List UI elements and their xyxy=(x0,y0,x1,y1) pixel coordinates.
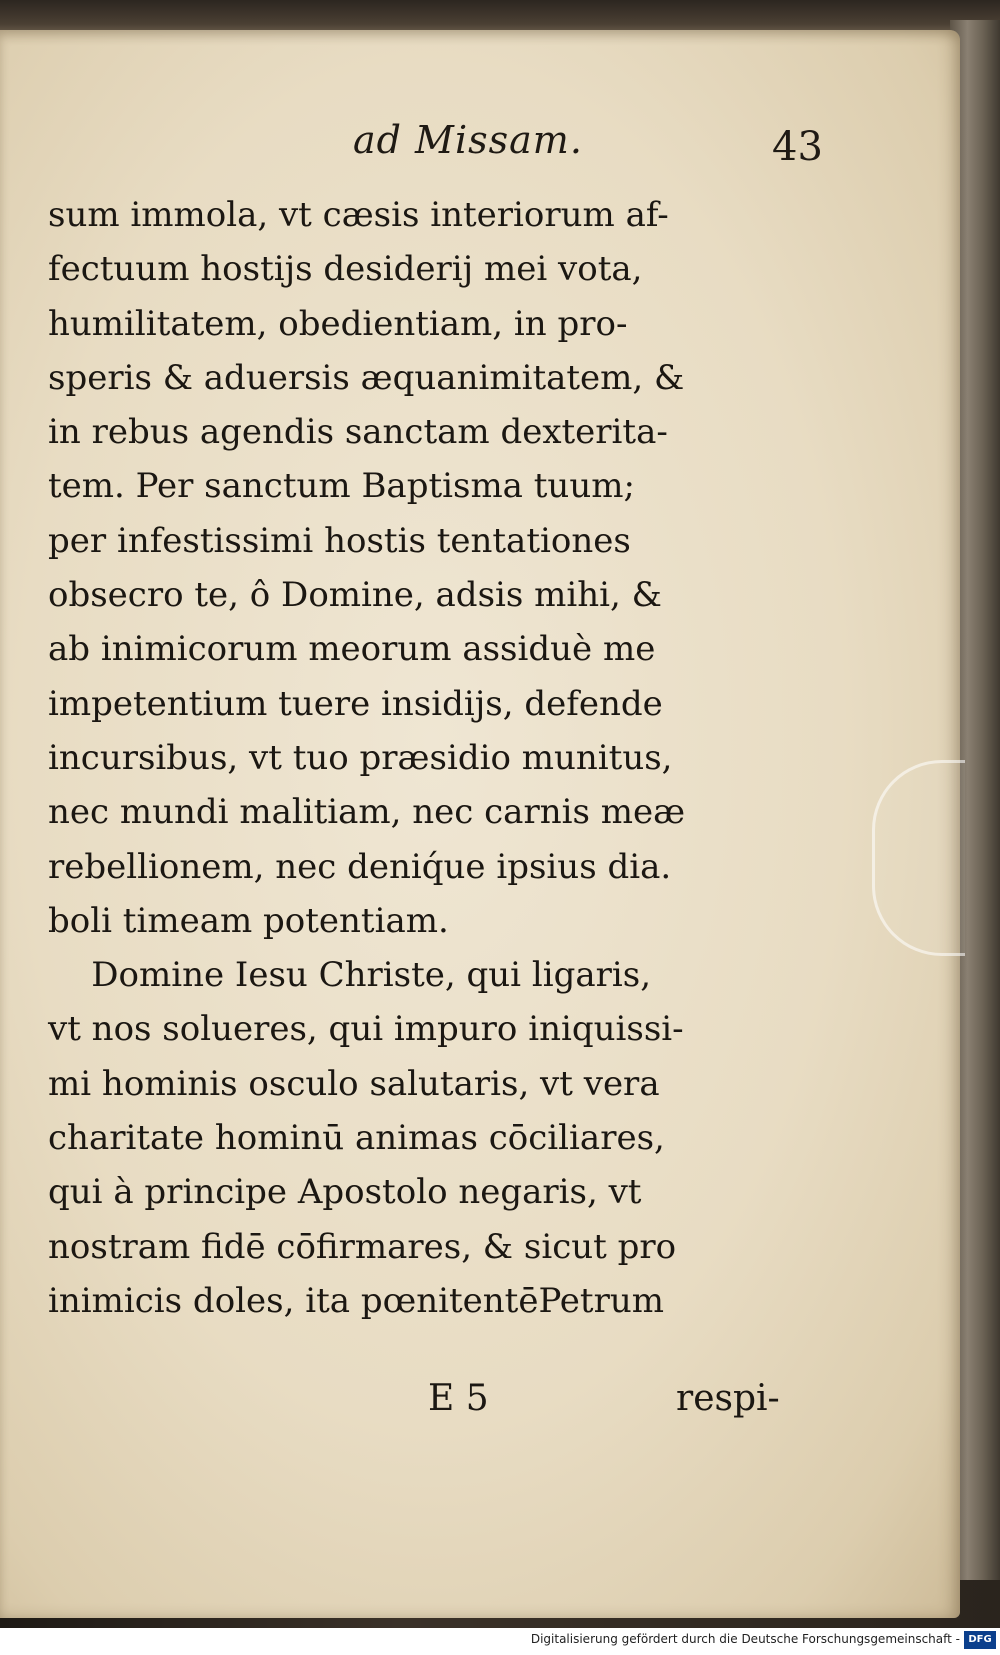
running-head: ad Missam. xyxy=(353,118,583,162)
text-line: in rebus agendis sanctam dexterita- xyxy=(48,412,668,453)
body-text xyxy=(48,188,818,1328)
text-line: sum immola, vt cæsis interiorum af- xyxy=(48,195,669,235)
credit-text: Digitalisierung gefördert durch die Deutsche Forschungsgemeinschaft - xyxy=(530,1632,960,1646)
text-line: Domine Iesu Christe, qui ligaris, xyxy=(48,955,652,996)
catchword: respi- xyxy=(676,1378,780,1419)
text-line: per infestissimi hostis tentationes xyxy=(48,520,631,561)
text-line: vt nos solueres, qui impuro iniquissi- xyxy=(48,1009,684,1050)
text-line: inimicis doles, ita pœnitentēPetrum xyxy=(48,1280,664,1321)
credit-bar xyxy=(0,1628,1000,1655)
text-line: nostram fidē cōfirmares, & sicut pro xyxy=(48,1226,677,1267)
signature-mark: E 5 xyxy=(428,1378,489,1419)
text-line: impetentium tuere insidijs, defende xyxy=(48,683,663,724)
text-line: obsecro te, ô Domine, adsis mihi, & xyxy=(48,575,662,616)
book-top-edge xyxy=(0,0,1000,34)
text-line: tem. Per sanctum Baptisma tuum; xyxy=(48,466,635,507)
text-line: qui à principe Apostolo negaris, vt xyxy=(48,1172,642,1213)
page-number: 43 xyxy=(772,124,823,170)
text-line: rebellionem, nec deniq́ue ipsius dia. xyxy=(48,846,672,887)
text-line: ab inimicorum meorum assiduè me xyxy=(48,629,656,670)
page-clip xyxy=(872,760,965,956)
text-line: fectuum hostijs desiderij mei vota, xyxy=(48,249,643,290)
text-line: incursibus, vt tuo præsidio munitus, xyxy=(48,737,673,778)
text-line: nec mundi malitiam, nec carnis meæ xyxy=(48,792,686,833)
book-page xyxy=(0,30,960,1618)
text-line: speris & aduersis æquanimitatem, & xyxy=(48,357,685,398)
text-line: boli timeam potentiam. xyxy=(48,900,449,941)
text-line: mi hominis osculo salutaris, vt vera xyxy=(48,1063,660,1104)
text-line: charitate hominū animas cōciliares, xyxy=(48,1118,665,1159)
dfg-logo-icon: DFG xyxy=(964,1631,996,1649)
text-line: humilitatem, obedientiam, in pro- xyxy=(48,303,628,344)
page-footer xyxy=(48,1378,818,1438)
page-header xyxy=(0,118,960,188)
